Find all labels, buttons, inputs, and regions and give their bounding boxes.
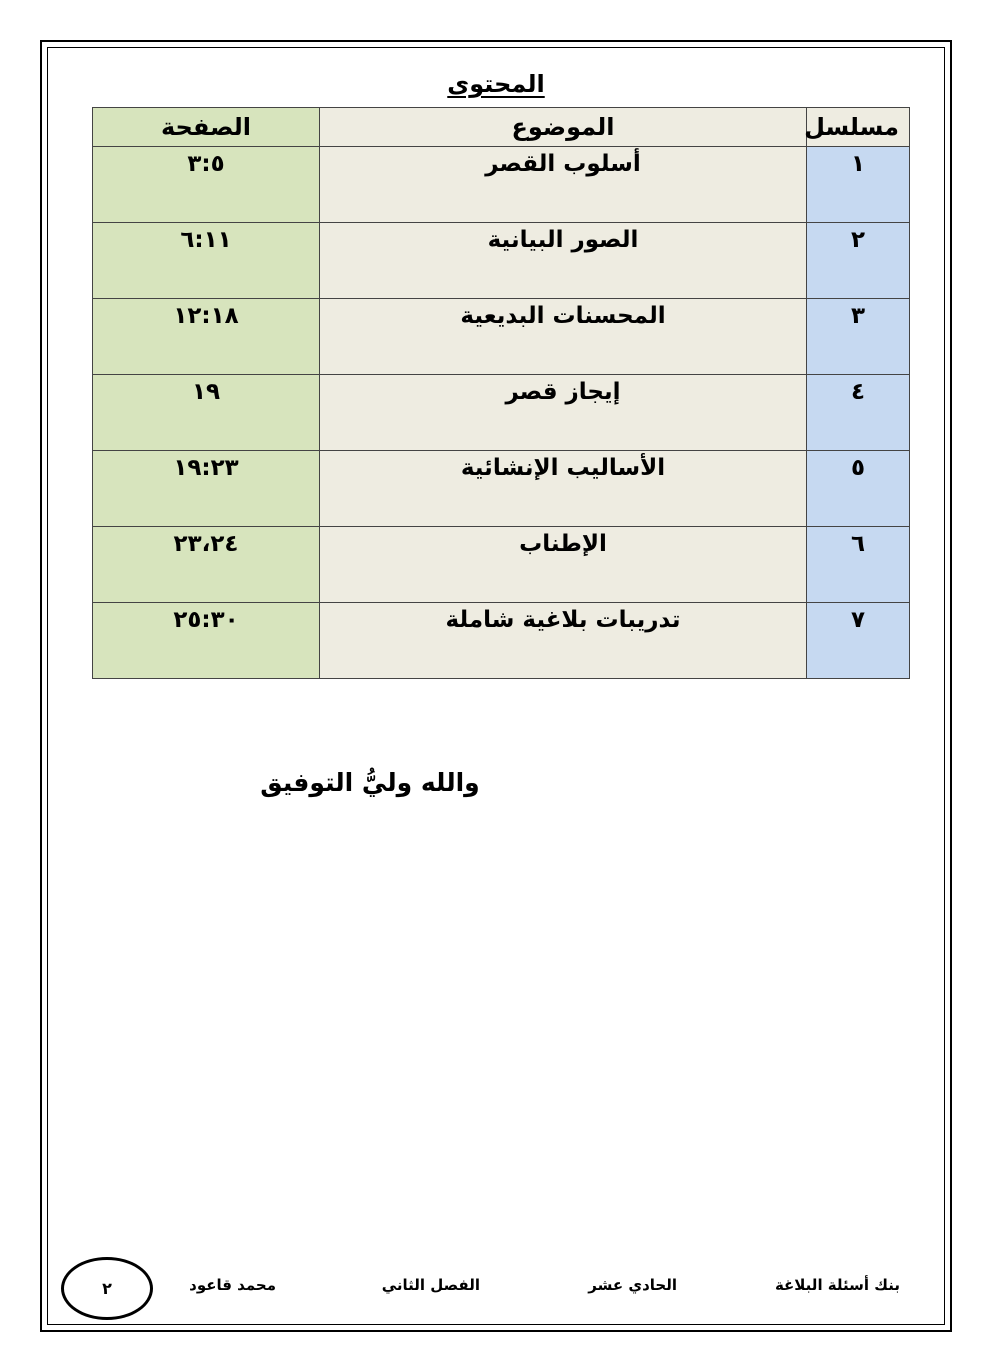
row-serial: ٢ [807,223,910,299]
row-topic: الإطناب [320,527,807,603]
row-page: ٣:٥ [93,147,320,223]
row-page: ٦:١١ [93,223,320,299]
table-header-row [93,108,910,147]
row-serial: ٥ [807,451,910,527]
table-row [93,375,910,451]
row-page: ١٢:١٨ [93,299,320,375]
row-topic: إيجاز قصر [320,375,807,451]
row-page: ١٩ [93,375,320,451]
footer-grade: الحادي عشر [588,1276,677,1294]
row-topic: الأساليب الإنشائية [320,451,807,527]
header-page: الصفحة [93,108,320,147]
header-topic: الموضوع [320,108,807,147]
footer-book-title: بنك أسئلة البلاغة [774,1276,900,1294]
row-page: ٢٣،٢٤ [93,527,320,603]
table-row [93,527,910,603]
row-topic: المحسنات البديعية [320,299,807,375]
footer-author: محمد قاعود [189,1276,276,1294]
header-serial: مسلسل [807,108,910,147]
row-topic: الصور البيانية [320,223,807,299]
closing-phrase: والله وليُّ التوفيق [260,768,480,797]
row-serial: ٦ [807,527,910,603]
row-serial: ١ [807,147,910,223]
row-serial: ٧ [807,603,910,679]
page-number-badge [61,1257,153,1320]
row-page: ٢٥:٣٠ [93,603,320,679]
table-row [93,223,910,299]
row-page: ١٩:٢٣ [93,451,320,527]
contents-table [92,107,910,679]
page-title-text: المحتوى [447,70,545,98]
row-topic: تدريبات بلاغية شاملة [320,603,807,679]
table-row [93,299,910,375]
table-row [93,451,910,527]
row-serial: ٤ [807,375,910,451]
row-serial: ٣ [807,299,910,375]
row-topic: أسلوب القصر [320,147,807,223]
table-row [93,147,910,223]
page-number: ٢ [102,1279,112,1298]
page-title [0,70,992,98]
table-row [93,603,910,679]
footer-term: الفصل الثاني [381,1276,480,1294]
